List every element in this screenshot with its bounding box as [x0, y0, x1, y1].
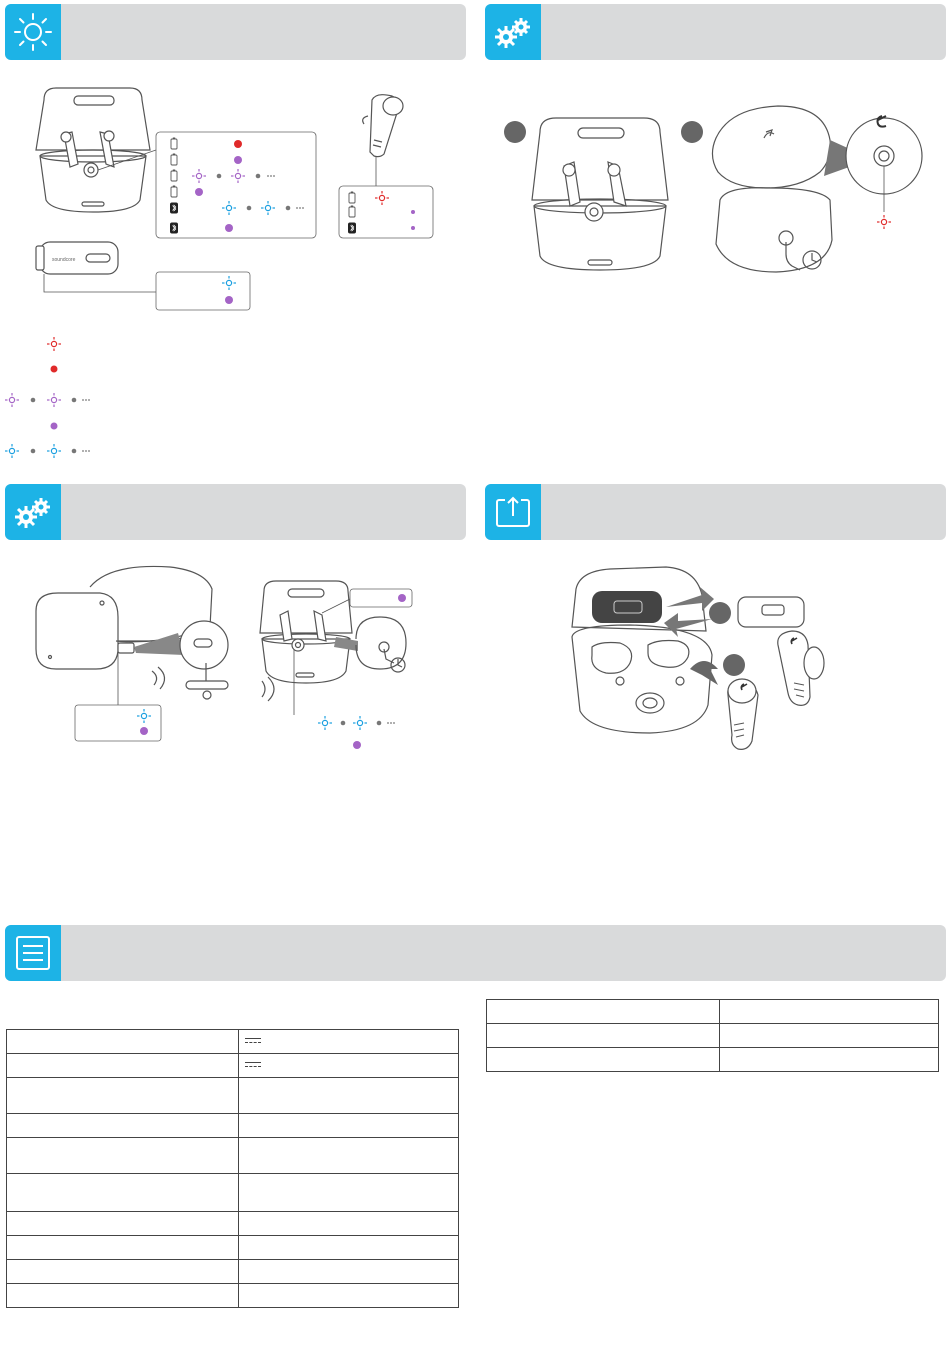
banner-pairing-headset — [5, 484, 466, 540]
dongle-storage-illustration — [480, 545, 950, 765]
table-row — [487, 1048, 939, 1072]
pairing-case-illustration — [480, 60, 950, 290]
banner-specifications — [5, 925, 946, 981]
sun-icon — [5, 4, 61, 60]
gears-icon — [485, 4, 541, 60]
table-row — [7, 1054, 459, 1078]
banner-led-indicators — [5, 4, 466, 60]
table-row — [487, 1000, 939, 1024]
table-row — [7, 1212, 459, 1236]
led-indicator-illustration — [0, 60, 470, 470]
step-1-badge — [504, 121, 526, 143]
table-row — [7, 1114, 459, 1138]
step-2-badge — [681, 121, 703, 143]
table-row — [7, 1284, 459, 1308]
upload-icon — [485, 484, 541, 540]
specifications-table-right — [486, 999, 939, 1072]
table-row — [7, 1138, 459, 1174]
step-2-badge-dongle — [723, 654, 745, 676]
gears-icon — [5, 484, 61, 540]
specifications-table-left — [6, 1029, 459, 1308]
table-row — [7, 1236, 459, 1260]
svg-text:soundcore: soundcore — [52, 257, 76, 263]
table-row — [7, 1078, 459, 1114]
list-icon — [5, 925, 61, 981]
table-row — [7, 1174, 459, 1212]
dc-symbol-icon — [245, 1037, 261, 1045]
table-row — [487, 1024, 939, 1048]
table-row — [7, 1260, 459, 1284]
banner-pairing — [485, 4, 946, 60]
step-1-badge-dongle — [709, 602, 731, 624]
table-row — [7, 1030, 459, 1054]
banner-dongle-storage — [485, 484, 946, 540]
pairing-headset-illustration — [0, 545, 470, 765]
dc-symbol-icon — [245, 1061, 261, 1069]
